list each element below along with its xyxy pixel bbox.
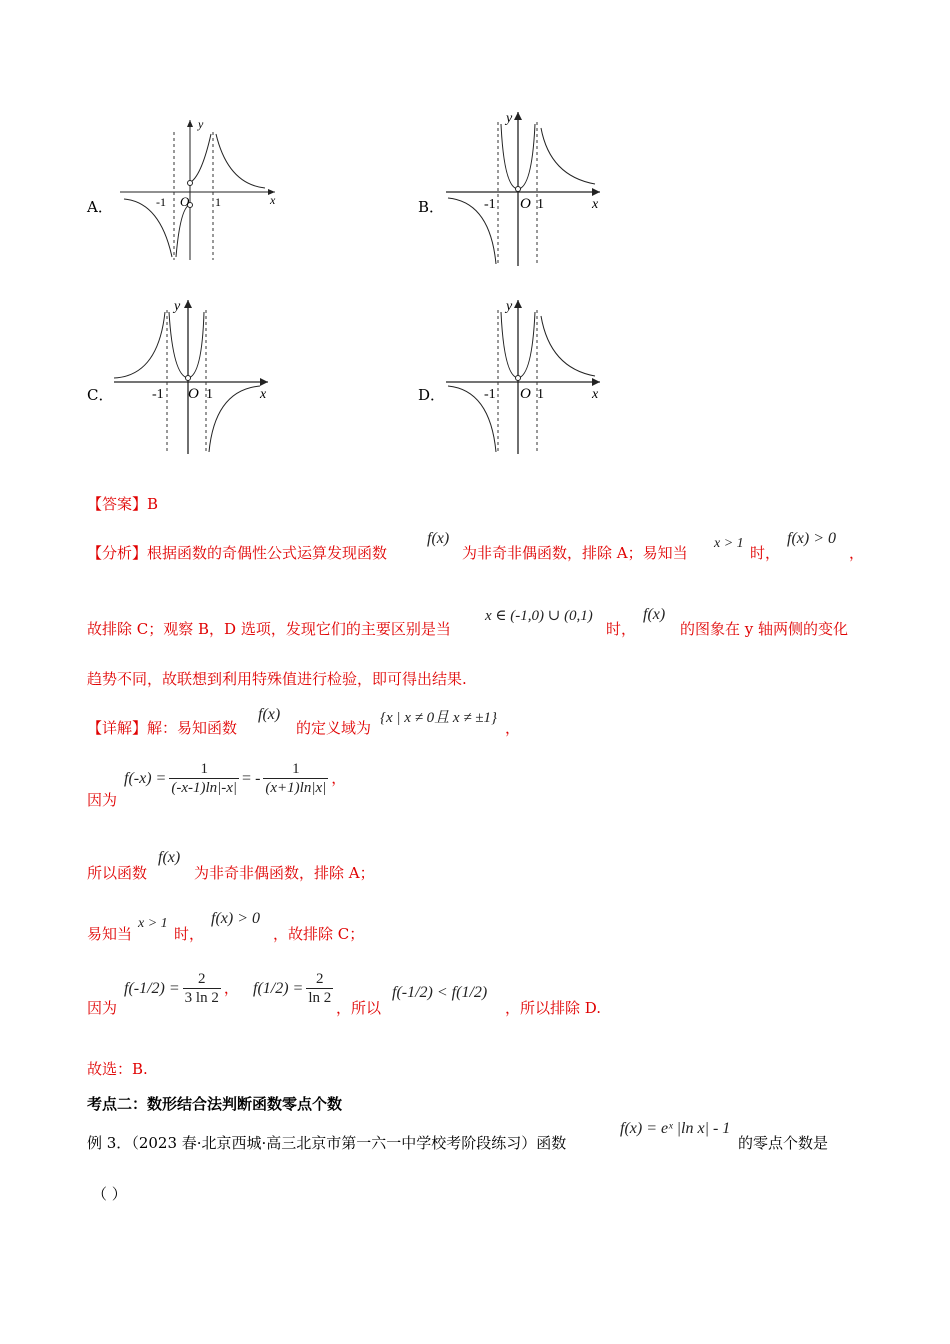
option-c-label: C．: [87, 386, 114, 404]
analysis-line-3: 趋势不同，故联想到利用特殊值进行检验，即可得出结果.: [87, 670, 467, 688]
svg-text:1: 1: [537, 197, 544, 212]
svg-text:O: O: [520, 386, 531, 402]
detail-because-2: 因为: [87, 999, 118, 1017]
analysis-text-3: 时，: [750, 544, 781, 562]
detail-domain: {x | x ≠ 0且 x ≠ ±1}: [380, 710, 498, 726]
analysis-cond: x > 1: [714, 536, 744, 551]
detail-easy-cond: x > 1: [138, 916, 168, 931]
analysis-line-2b: 时，: [606, 620, 637, 638]
svg-text:y: y: [506, 299, 513, 314]
svg-text:-1: -1: [484, 197, 496, 212]
analysis-line-2a: 故排除 C；观察 B，D 选项，发现它们的主要区别是当: [87, 620, 451, 638]
curve-right: [209, 386, 260, 452]
option-a-label: A．: [87, 198, 113, 216]
detail-equation-1: f(-x) = $\frac{1}{(-x-1)\ln|-x|}$ = - $\frac{1}{(x+1)\ln|x|}$ ，: [124, 761, 347, 796]
detail-easy-ineq: f(x) > 0: [211, 910, 260, 927]
fraction-1: $\frac{1}{(-x-1)\ln|-x|}$: [171, 761, 238, 796]
detail-fx: f(x): [258, 706, 281, 723]
analysis-ineq: f(x) > 0: [787, 530, 836, 547]
detail-text-3: ，: [505, 719, 521, 737]
detail-tag: 【详解】: [87, 719, 148, 737]
detail-fx-2: f(x): [158, 849, 181, 866]
option-d-graph: [440, 294, 615, 459]
detail-easy-c: ，故排除 C；: [273, 925, 365, 943]
detail-so-1b: 为非奇非偶函数，排除 A；: [194, 864, 375, 882]
svg-text:1: 1: [215, 195, 221, 209]
answer-line: [87, 494, 158, 514]
detail-value-1: f(-1/2) = $\frac{2}{3 \ln 2}$ ，: [124, 971, 239, 1006]
example-blank: （ ）: [92, 1185, 127, 1203]
detail-because-1: 因为: [87, 791, 118, 809]
detail-so-2: ，所以: [336, 999, 382, 1017]
analysis-line-1: 【分析】根据函数的奇偶性公式运算发现函数: [87, 544, 388, 562]
svg-text:y: y: [506, 111, 513, 126]
fraction-value-1: $\frac{2}{3 \ln 2}$: [184, 971, 219, 1006]
svg-text:y: y: [174, 299, 181, 314]
svg-text:O: O: [520, 196, 531, 212]
svg-text:1: 1: [206, 387, 213, 402]
detail-easy-a: 易知当: [87, 925, 133, 943]
option-a-graph: [110, 112, 285, 267]
analysis-fx: f(x): [427, 530, 450, 547]
analysis-text-2: 为非奇非偶函数，排除 A；易知当: [462, 544, 688, 562]
option-c-graph: [110, 294, 280, 459]
svg-text:-1: -1: [484, 387, 496, 402]
option-b-graph: [440, 106, 615, 271]
curve-right: [541, 316, 595, 376]
detail-compare: f(-1/2) < f(1/2): [392, 984, 488, 1001]
example-formula: f(x) = eˣ |ln x| - 1: [620, 1120, 731, 1137]
svg-text:x: x: [592, 197, 599, 212]
svg-text:x: x: [270, 193, 276, 207]
analysis-text-4: ，: [849, 544, 865, 562]
option-b-label: B．: [418, 198, 445, 216]
curve-left: [114, 312, 165, 378]
example-source: （2023 春·北京西城·高三北京市第一六一中学校考阶段练习）函数: [131, 1134, 567, 1152]
svg-text:x: x: [260, 387, 267, 402]
curve-mid-left: [176, 205, 189, 257]
svg-text:-1: -1: [152, 387, 164, 402]
curve-right: [541, 128, 595, 184]
detail-value-2: f(1/2) = $\frac{2}{\ln 2}$: [253, 971, 332, 1006]
detail-so-2-end: ，所以排除 D.: [505, 999, 602, 1017]
example-label: 例 3．（2023 春·北京西城·高三北京市第一六一中学校考阶段练习）函数: [87, 1134, 567, 1152]
analysis-line-2c: 的图象在 y 轴两侧的变化: [680, 620, 849, 638]
detail-line-1: 【详解】解：易知函数: [87, 719, 238, 737]
detail-easy-b: 时，: [174, 925, 205, 943]
curve-mid: [169, 312, 204, 378]
curve-mid-right: [191, 134, 211, 182]
answer-tag: 【答案】: [87, 495, 148, 513]
analysis-fx-2: f(x): [643, 606, 666, 623]
svg-text:O: O: [180, 194, 190, 209]
example-tail: 的零点个数是: [738, 1134, 829, 1152]
option-d-label: D．: [418, 386, 446, 404]
svg-text:x: x: [592, 387, 599, 402]
svg-text:1: 1: [537, 387, 544, 402]
analysis-tag: 【分析】: [87, 544, 148, 562]
detail-text-2: 的定义域为: [296, 719, 372, 737]
detail-choose: 故选：B.: [87, 1060, 148, 1078]
svg-text:-1: -1: [156, 195, 166, 209]
svg-text:O: O: [188, 386, 199, 402]
svg-text:y: y: [198, 117, 204, 131]
curve-right: [216, 134, 265, 188]
section-title: 考点二：数形结合法判断函数零点个数: [87, 1095, 343, 1113]
analysis-interval: x ∈ (-1,0) ∪ (0,1): [485, 608, 593, 624]
fraction-value-2: $\frac{2}{\ln 2}$: [308, 971, 332, 1006]
answer-value: B: [147, 495, 159, 513]
detail-so-1a: 所以函数: [87, 864, 148, 882]
fraction-2: $\frac{1}{(x+1)\ln|x|}$: [265, 761, 327, 796]
